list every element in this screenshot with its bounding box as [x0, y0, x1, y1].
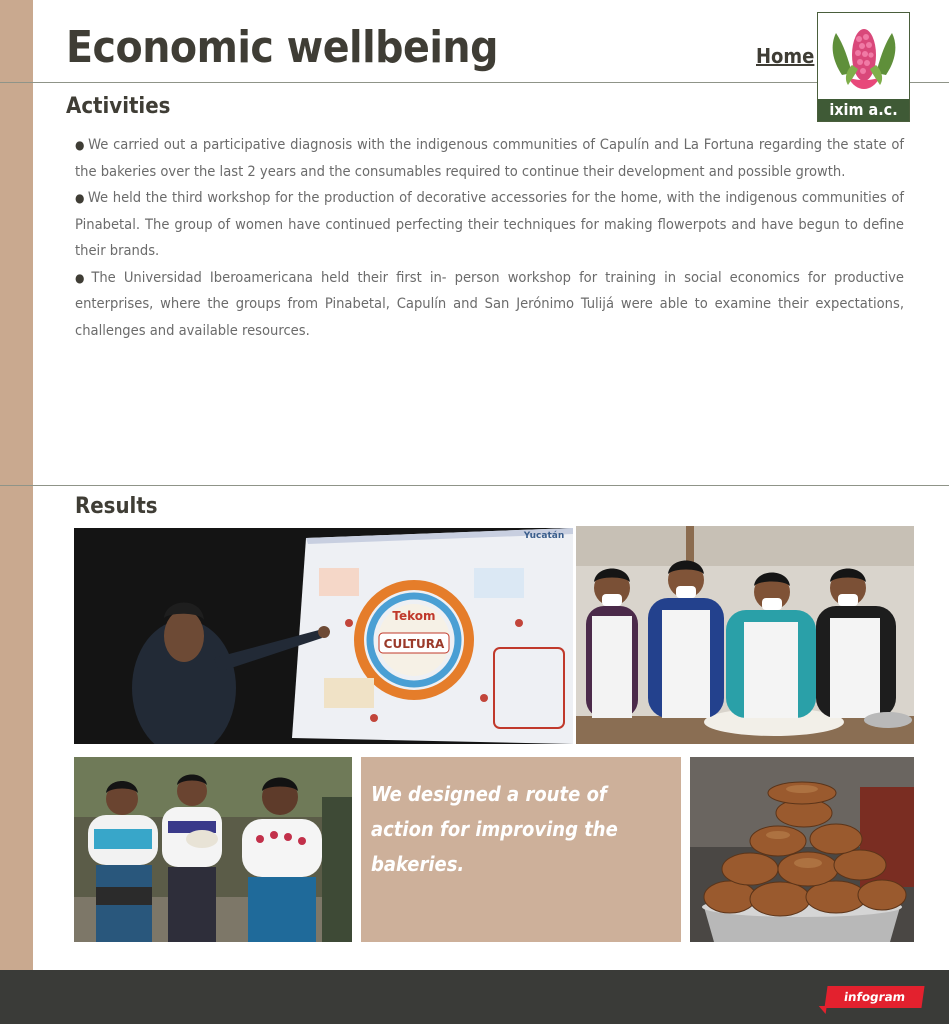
projection-word-cultura: CULTURA: [383, 637, 445, 651]
activity-item: ● We carried out a participative diagnosis with the indigenous communities of Capulín and La Fortuna regarding the state of the bakeries over the last 2 years and the consumables required to continue their development and possible growth.: [75, 136, 905, 180]
photo-women-group: [74, 757, 352, 942]
home-link[interactable]: Home: [756, 44, 815, 68]
header-divider: [0, 82, 949, 83]
corn-icon: [822, 15, 906, 99]
logo-label: ixim a.c.: [818, 99, 909, 121]
section-divider: [0, 485, 949, 486]
ixim-logo[interactable]: [817, 12, 910, 122]
projection-word-tekom: Tekom: [392, 609, 436, 623]
results-caption-box: [361, 757, 681, 942]
bullet-icon: ●: [75, 191, 85, 205]
results-heading: Results: [75, 494, 158, 519]
page-title: Economic wellbeing: [66, 22, 498, 73]
activity-item: ● The Universidad Iberoamericana held their first in- person workshop for training in social economics for productive enterprises, where the groups from Pinabetal, Capulín and San Jerónimo Tulijá were able to examine their expectations, challenges and available resources.: [75, 268, 904, 339]
photo-bread: [690, 757, 914, 942]
activity-item: ● We held the third workshop for the production of decorative accessories for the home, with the indigenous communities of Pinabetal. The group of women have continued perfecting their techniques for making flowerpots and have begun to define their brands.: [75, 189, 904, 259]
projection-word-yucatan: Yucatán: [523, 531, 565, 541]
photo-presentation: [74, 528, 573, 744]
bullet-icon: ●: [75, 138, 86, 152]
infogram-badge[interactable]: infogram: [824, 986, 924, 1008]
footer-bar: [0, 970, 949, 1024]
photo-bakers: [576, 526, 914, 744]
activities-heading: Activities: [66, 94, 171, 119]
results-caption: We designed a route of action for improving the bakeries.: [371, 782, 618, 876]
bullet-icon: ●: [75, 270, 89, 285]
activities-list: [75, 132, 904, 344]
